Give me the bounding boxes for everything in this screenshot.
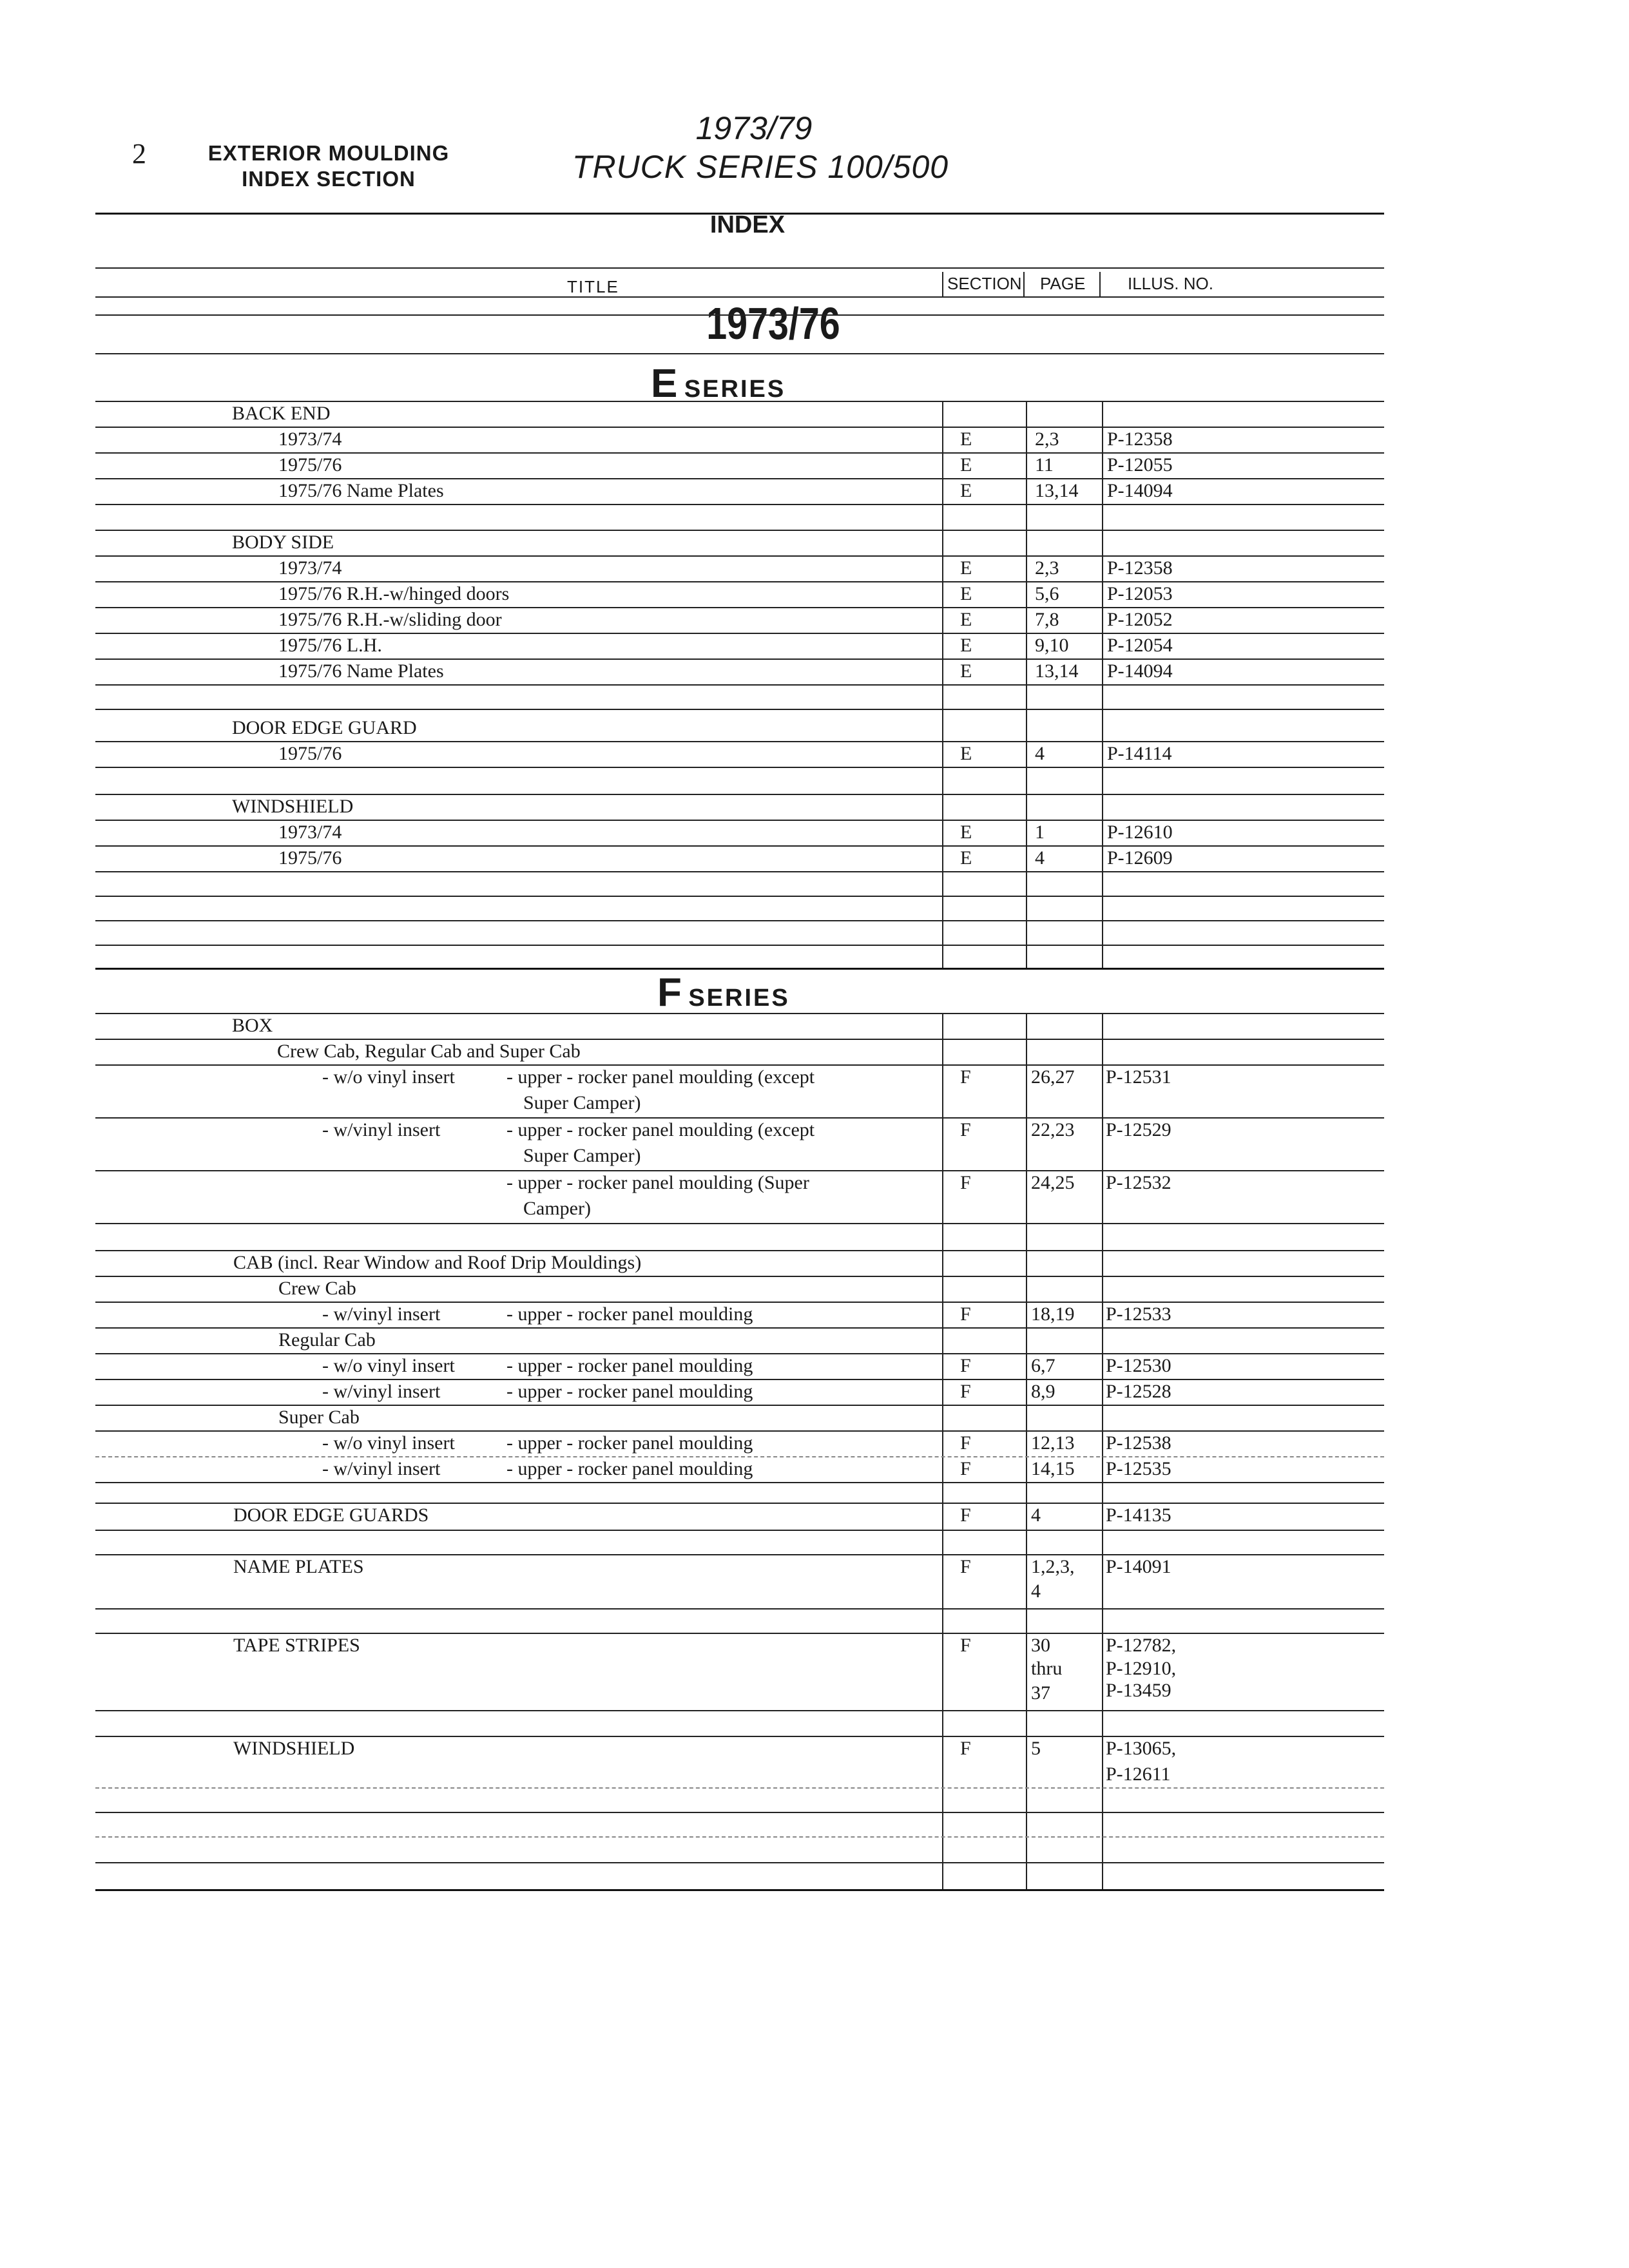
cab-row-description: - upper - rocker panel moulding <box>506 1458 753 1479</box>
e-row-title: 1975/76 <box>278 743 342 764</box>
box-cabs: Crew Cab, Regular Cab and Super Cab <box>277 1041 581 1062</box>
divider <box>1023 272 1025 296</box>
column-section: SECTION <box>947 274 1022 293</box>
door-edge-guards-page: 4 <box>1031 1504 1041 1526</box>
cab-row-option: - w/vinyl insert <box>322 1303 441 1325</box>
box-row-page: 24,25 <box>1031 1172 1075 1193</box>
box-heading: BOX <box>232 1015 273 1036</box>
e-row-title: 1973/74 <box>278 557 342 579</box>
box-row-illus: P-12532 <box>1106 1172 1171 1193</box>
box-row-section: F <box>960 1119 971 1140</box>
regular-cab-label: Regular Cab <box>278 1329 376 1350</box>
e-row-section: E <box>960 822 972 843</box>
e-group-heading: BACK END <box>232 403 331 424</box>
windshield-illus: P-12611 <box>1106 1763 1171 1785</box>
e-row-title: 1975/76 <box>278 847 342 869</box>
column-page: PAGE <box>1040 274 1086 293</box>
rule <box>95 314 1384 316</box>
cab-row-description: - upper - rocker panel moulding <box>506 1432 753 1454</box>
section-title-line2: INDEX SECTION <box>242 167 416 191</box>
box-row-page: 26,27 <box>1031 1066 1075 1088</box>
rule <box>95 1862 1384 1863</box>
box-row-option: - w/o vinyl insert <box>322 1066 455 1088</box>
year-range-heading: 1973/76 <box>706 298 840 349</box>
rule <box>95 267 1384 269</box>
crew-cab-label: Crew Cab <box>278 1278 356 1299</box>
box-row-description: - upper - rocker panel moulding (except <box>506 1066 815 1088</box>
e-row-page: 5,6 <box>1035 583 1059 604</box>
super-cab-label: Super Cab <box>278 1407 360 1428</box>
tape-stripes-illus: P-12910, <box>1106 1658 1177 1679</box>
cab-row-description: - upper - rocker panel moulding <box>506 1381 753 1402</box>
e-series-heading <box>651 361 786 407</box>
cab-row-option: - w/o vinyl insert <box>322 1432 455 1454</box>
box-row-option: - w/vinyl insert <box>322 1119 441 1140</box>
rule <box>95 1812 1384 1813</box>
e-row-title: 1975/76 R.H.-w/hinged doors <box>278 583 510 604</box>
e-row-page: 11 <box>1035 454 1054 476</box>
e-series-letter: E <box>651 361 680 406</box>
tape-stripes-page-cont: thru <box>1031 1658 1063 1679</box>
index-title: INDEX <box>709 211 786 238</box>
tape-stripes-section: F <box>960 1635 971 1656</box>
f-series-word: SERIES <box>688 985 790 1012</box>
windshield-page: 5 <box>1031 1738 1041 1759</box>
tape-stripes-page-end: 37 <box>1031 1682 1050 1704</box>
rule <box>95 353 1384 354</box>
divider <box>1099 272 1101 296</box>
cab-row-section: F <box>960 1432 971 1454</box>
rule <box>95 1530 1384 1531</box>
rule <box>95 709 1384 710</box>
name-plates-label: NAME PLATES <box>233 1556 364 1577</box>
e-row-section: E <box>960 557 972 579</box>
e-group-heading: BODY SIDE <box>232 532 334 553</box>
cab-row-illus: P-12535 <box>1106 1458 1171 1479</box>
name-plates-illus: P-14091 <box>1106 1556 1171 1577</box>
e-row-page: 2,3 <box>1035 428 1059 450</box>
e-row-page: 7,8 <box>1035 609 1059 630</box>
e-row-illus: P-12053 <box>1107 583 1173 604</box>
rule <box>95 896 1384 897</box>
cab-row-option: - w/vinyl insert <box>322 1381 441 1402</box>
cab-row-option: - w/vinyl insert <box>322 1458 441 1479</box>
e-row-section: E <box>960 480 972 501</box>
rule <box>95 1482 1384 1483</box>
e-row-illus: P-12609 <box>1107 847 1173 869</box>
e-row-illus: P-12358 <box>1107 557 1173 579</box>
box-row-section: F <box>960 1066 971 1088</box>
door-edge-guards-illus: P-14135 <box>1106 1504 1171 1526</box>
e-row-section: E <box>960 635 972 656</box>
e-row-page: 2,3 <box>1035 557 1059 579</box>
e-row-section: E <box>960 428 972 450</box>
windshield-section: F <box>960 1738 971 1759</box>
door-edge-guards-section: F <box>960 1504 971 1526</box>
e-row-section: E <box>960 583 972 604</box>
e-row-title: 1975/76 Name Plates <box>278 660 444 682</box>
e-row-section: E <box>960 609 972 630</box>
door-edge-guards-label: DOOR EDGE GUARDS <box>233 1504 429 1526</box>
cab-row-section: F <box>960 1355 971 1376</box>
e-row-title: 1975/76 R.H.-w/sliding door <box>278 609 502 630</box>
name-plates-page-cont: 4 <box>1031 1581 1041 1602</box>
e-series-word: SERIES <box>684 376 786 403</box>
e-row-illus: P-12054 <box>1107 635 1173 656</box>
page-column-divider <box>1026 1013 1027 1889</box>
cab-row-description: - upper - rocker panel moulding <box>506 1355 753 1376</box>
cab-row-page: 8,9 <box>1031 1381 1055 1402</box>
e-row-page: 13,14 <box>1035 480 1079 501</box>
tape-stripes-page: 30 <box>1031 1635 1050 1656</box>
illus-column-divider <box>1102 1013 1103 1889</box>
page-number: 2 <box>132 138 146 169</box>
e-row-title: 1975/76 L.H. <box>278 635 382 656</box>
cab-row-description: - upper - rocker panel moulding <box>506 1303 753 1325</box>
e-row-illus: P-14094 <box>1107 660 1173 682</box>
rule <box>95 684 1384 686</box>
box-row-description-cont: Super Camper) <box>523 1092 641 1113</box>
tape-stripes-label: TAPE STRIPES <box>233 1635 360 1656</box>
rule <box>95 1608 1384 1610</box>
cab-row-page: 18,19 <box>1031 1303 1075 1325</box>
column-title: TITLE <box>567 277 619 296</box>
cab-row-illus: P-12538 <box>1106 1432 1171 1454</box>
f-series-letter: F <box>657 970 684 1015</box>
e-row-section: E <box>960 847 972 869</box>
e-row-page: 4 <box>1035 743 1045 764</box>
e-row-title: 1975/76 Name Plates <box>278 480 444 501</box>
rule <box>95 1710 1384 1711</box>
e-row-illus: P-12358 <box>1107 428 1173 450</box>
name-plates-section: F <box>960 1556 971 1577</box>
e-group-heading: WINDSHIELD <box>232 796 354 817</box>
cab-row-page: 14,15 <box>1031 1458 1075 1479</box>
cab-row-illus: P-12528 <box>1106 1381 1171 1402</box>
windshield-illus: P-13065, <box>1106 1738 1177 1759</box>
e-row-illus: P-12052 <box>1107 609 1173 630</box>
cab-row-section: F <box>960 1381 971 1402</box>
rule <box>95 1223 1384 1224</box>
box-row-section: F <box>960 1172 971 1193</box>
e-row-illus: P-12610 <box>1107 822 1173 843</box>
divider <box>942 272 943 296</box>
rule <box>95 871 1384 872</box>
cab-row-option: - w/o vinyl insert <box>322 1355 455 1376</box>
rule <box>95 920 1384 921</box>
rule <box>95 767 1384 768</box>
rule <box>95 504 1384 505</box>
rule <box>95 945 1384 946</box>
f-series-heading <box>657 970 790 1015</box>
windshield-label: WINDSHIELD <box>233 1738 355 1759</box>
cab-row-illus: P-12533 <box>1106 1303 1171 1325</box>
header-years: 1973/79 <box>695 110 813 146</box>
rule <box>95 1836 1384 1838</box>
header-series: TRUCK SERIES 100/500 <box>572 149 949 185</box>
cab-heading: CAB (incl. Rear Window and Roof Drip Mouldings) <box>233 1252 642 1273</box>
e-row-title: 1975/76 <box>278 454 342 476</box>
e-row-page: 9,10 <box>1035 635 1069 656</box>
cab-row-page: 12,13 <box>1031 1432 1075 1454</box>
e-row-page: 4 <box>1035 847 1045 869</box>
rule <box>95 1013 1384 1014</box>
e-row-page: 1 <box>1035 822 1045 843</box>
e-row-title: 1973/74 <box>278 822 342 843</box>
box-row-description-cont: Camper) <box>523 1198 591 1219</box>
e-row-section: E <box>960 743 972 764</box>
cab-row-section: F <box>960 1458 971 1479</box>
rule <box>95 1889 1384 1891</box>
tape-stripes-illus: P-12782, <box>1106 1635 1177 1656</box>
cab-row-section: F <box>960 1303 971 1325</box>
e-group-heading: DOOR EDGE GUARD <box>232 717 417 738</box>
column-illus: ILLUS. NO. <box>1128 274 1213 293</box>
box-row-description: - upper - rocker panel moulding (Super <box>506 1172 809 1193</box>
cab-row-page: 6,7 <box>1031 1355 1055 1376</box>
box-row-description-cont: Super Camper) <box>523 1145 641 1166</box>
section-title <box>193 140 464 192</box>
rule <box>95 1787 1384 1789</box>
tape-stripes-illus: P-13459 <box>1106 1680 1171 1701</box>
e-row-section: E <box>960 454 972 476</box>
box-row-illus: P-12531 <box>1106 1066 1171 1088</box>
e-row-section: E <box>960 660 972 682</box>
e-row-illus: P-14114 <box>1107 743 1172 764</box>
box-row-description: - upper - rocker panel moulding (except <box>506 1119 815 1140</box>
section-column-divider <box>942 1013 943 1889</box>
e-row-page: 13,14 <box>1035 660 1079 682</box>
e-row-illus: P-12055 <box>1107 454 1173 476</box>
cab-row-illus: P-12530 <box>1106 1355 1171 1376</box>
box-row-page: 22,23 <box>1031 1119 1075 1140</box>
e-row-illus: P-14094 <box>1107 480 1173 501</box>
section-title-line1: EXTERIOR MOULDING <box>207 141 450 165</box>
name-plates-page: 1,2,3, <box>1031 1556 1075 1577</box>
e-row-title: 1973/74 <box>278 428 342 450</box>
box-row-illus: P-12529 <box>1106 1119 1171 1140</box>
